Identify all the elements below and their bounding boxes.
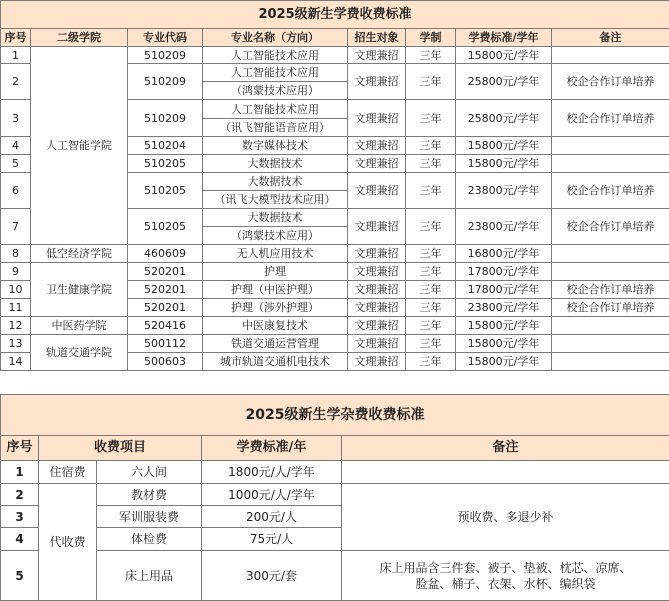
group-dorm: 住宿费 [39, 461, 97, 484]
row-no: 9 [1, 263, 31, 281]
target: 文理兼招 [348, 100, 406, 137]
fee: 15800元/学年 [456, 335, 552, 353]
note: 校企合作订单培养 [552, 100, 669, 137]
note: 校企合作订单培养 [552, 281, 669, 299]
major-code: 520201 [128, 281, 203, 299]
row-no: 1 [1, 461, 39, 484]
note: 校企合作订单培养 [552, 173, 669, 209]
major-name: 铁道交通运营管理 [203, 335, 348, 353]
major-code: 510209 [128, 47, 203, 64]
years: 三年 [406, 137, 456, 155]
header-no: 序号 [1, 436, 39, 461]
row-no: 14 [1, 353, 31, 371]
major-code: 460609 [128, 245, 203, 263]
college-health: 卫生健康学院 [31, 263, 128, 317]
major-direction: （鸿蒙技术应用） [203, 226, 347, 244]
row-no: 11 [1, 299, 31, 317]
row-no: 4 [1, 528, 39, 551]
fee: 75元/人 [202, 528, 342, 551]
years: 三年 [406, 155, 456, 173]
item: 床上用品 [97, 551, 202, 601]
row-no: 7 [1, 209, 31, 245]
target: 文理兼招 [348, 155, 406, 173]
table-row [1, 263, 669, 281]
target: 文理兼招 [348, 281, 406, 299]
target: 文理兼招 [348, 173, 406, 209]
years: 三年 [406, 353, 456, 371]
fee: 17800元/学年 [456, 281, 552, 299]
years: 三年 [406, 64, 456, 100]
major-name-line: 大数据技术 [203, 209, 347, 226]
major-name: 数字媒体技术 [203, 137, 348, 155]
note [342, 551, 669, 601]
item: 军训服装费 [97, 506, 202, 528]
table-row [1, 317, 669, 335]
note [552, 335, 669, 353]
fee: 16800元/学年 [456, 245, 552, 263]
item: 体检费 [97, 528, 202, 551]
table-row [1, 551, 669, 601]
target: 文理兼招 [348, 299, 406, 317]
note: 预收费、多退少补 [342, 484, 669, 551]
target: 文理兼招 [348, 317, 406, 335]
note [552, 353, 669, 371]
major-name [203, 173, 348, 209]
target: 文理兼招 [348, 209, 406, 245]
fee: 25800元/学年 [456, 100, 552, 137]
note [552, 47, 669, 64]
major-name: 中医康复技术 [203, 317, 348, 335]
note [552, 263, 669, 281]
table-row [1, 461, 669, 484]
fee: 300元/套 [202, 551, 342, 601]
row-no: 13 [1, 335, 31, 353]
years: 三年 [406, 100, 456, 137]
note [552, 245, 669, 263]
header-code: 专业代码 [128, 29, 203, 47]
group-collect: 代收费 [39, 484, 97, 601]
years: 三年 [406, 263, 456, 281]
row-no: 1 [1, 47, 31, 64]
target: 文理兼招 [348, 353, 406, 371]
fee: 1000元/人/学年 [202, 484, 342, 506]
fee: 17800元/学年 [456, 263, 552, 281]
college-ai: 人工智能学院 [31, 47, 128, 245]
target: 文理兼招 [348, 263, 406, 281]
misc-title: 2025级新生学杂费收费标准 [1, 395, 669, 436]
major-code: 510205 [128, 155, 203, 173]
fee: 25800元/学年 [456, 64, 552, 100]
fee: 200元/人 [202, 506, 342, 528]
years: 三年 [406, 47, 456, 64]
header-major: 专业名称（方向） [203, 29, 348, 47]
row-no: 3 [1, 100, 31, 137]
years: 三年 [406, 245, 456, 263]
row-no: 8 [1, 245, 31, 263]
row-no: 5 [1, 155, 31, 173]
header-note: 备注 [342, 436, 669, 461]
major-code: 500603 [128, 353, 203, 371]
row-no: 2 [1, 484, 39, 506]
major-name-line: 大数据技术 [203, 173, 347, 190]
target: 文理兼招 [348, 335, 406, 353]
major-code: 510205 [128, 173, 203, 209]
table-row [1, 245, 669, 263]
fee: 15800元/学年 [456, 137, 552, 155]
major-code: 520201 [128, 299, 203, 317]
target: 文理兼招 [348, 64, 406, 100]
header-fee: 学费标准/学年 [456, 29, 552, 47]
table-row [1, 335, 669, 353]
fee: 15800元/学年 [456, 47, 552, 64]
major-code: 520416 [128, 317, 203, 335]
row-no: 6 [1, 173, 31, 209]
years: 三年 [406, 209, 456, 245]
major-name: 人工智能技术应用 [203, 47, 348, 64]
header-target: 招生对象 [348, 29, 406, 47]
major-name: 护理 [203, 263, 348, 281]
table-row [1, 47, 669, 64]
header-note: 备注 [552, 29, 669, 47]
header-no: 序号 [1, 29, 31, 47]
fee: 23800元/学年 [456, 173, 552, 209]
years: 三年 [406, 173, 456, 209]
major-code: 510209 [128, 64, 203, 100]
years: 三年 [406, 281, 456, 299]
note [552, 137, 669, 155]
major-name: 护理（涉外护理） [203, 299, 348, 317]
note-line: 脸盆、桶子、衣架、水杯、编织袋 [342, 576, 669, 592]
header-item: 收费项目 [39, 436, 202, 461]
major-name [203, 100, 348, 137]
item: 教材费 [97, 484, 202, 506]
note [342, 461, 669, 484]
major-direction: （鸿蒙技术应用） [203, 81, 347, 99]
major-name: 护理（中医护理） [203, 281, 348, 299]
fee: 23800元/学年 [456, 209, 552, 245]
years: 三年 [406, 335, 456, 353]
target: 文理兼招 [348, 245, 406, 263]
misc-fee-table [0, 394, 669, 601]
college-rail: 轨道交通学院 [31, 335, 128, 371]
major-name [203, 64, 348, 100]
major-code: 500112 [128, 335, 203, 353]
major-direction: （讯飞智能语音应用） [203, 118, 347, 136]
college-low-altitude: 低空经济学院 [31, 245, 128, 263]
note [552, 155, 669, 173]
note [552, 317, 669, 335]
row-no: 5 [1, 551, 39, 601]
major-code: 510205 [128, 209, 203, 245]
major-code: 510209 [128, 100, 203, 137]
target: 文理兼招 [348, 47, 406, 64]
years: 三年 [406, 317, 456, 335]
table-row [1, 484, 669, 506]
item: 六人间 [97, 461, 202, 484]
years: 三年 [406, 299, 456, 317]
target: 文理兼招 [348, 137, 406, 155]
tuition-title: 2025级新生学费收费标准 [1, 1, 669, 29]
header-college: 二级学院 [31, 29, 128, 47]
fee: 15800元/学年 [456, 155, 552, 173]
note: 校企合作订单培养 [552, 299, 669, 317]
major-name-line: 人工智能技术应用 [203, 64, 347, 81]
major-name: 大数据技术 [203, 155, 348, 173]
fee: 1800元/人/学年 [202, 461, 342, 484]
major-name-line: 人工智能技术应用 [203, 101, 347, 118]
row-no: 2 [1, 64, 31, 100]
row-no: 10 [1, 281, 31, 299]
major-code: 510204 [128, 137, 203, 155]
major-direction: （讯飞大模型技术应用） [203, 190, 347, 208]
fee: 23800元/学年 [456, 299, 552, 317]
header-years: 学制 [406, 29, 456, 47]
fee: 15800元/学年 [456, 317, 552, 335]
major-code: 520201 [128, 263, 203, 281]
note: 校企合作订单培养 [552, 64, 669, 100]
college-tcm: 中医药学院 [31, 317, 128, 335]
header-fee: 学费标准/年 [202, 436, 342, 461]
row-no: 4 [1, 137, 31, 155]
row-no: 12 [1, 317, 31, 335]
note: 校企合作订单培养 [552, 209, 669, 245]
major-name: 无人机应用技术 [203, 245, 348, 263]
major-name: 城市轨道交通机电技术 [203, 353, 348, 371]
note-line: 床上用品含三件套、被子、垫被、枕芯、凉席、 [342, 560, 669, 576]
major-name [203, 209, 348, 245]
fee: 15800元/学年 [456, 353, 552, 371]
row-no: 3 [1, 506, 39, 528]
